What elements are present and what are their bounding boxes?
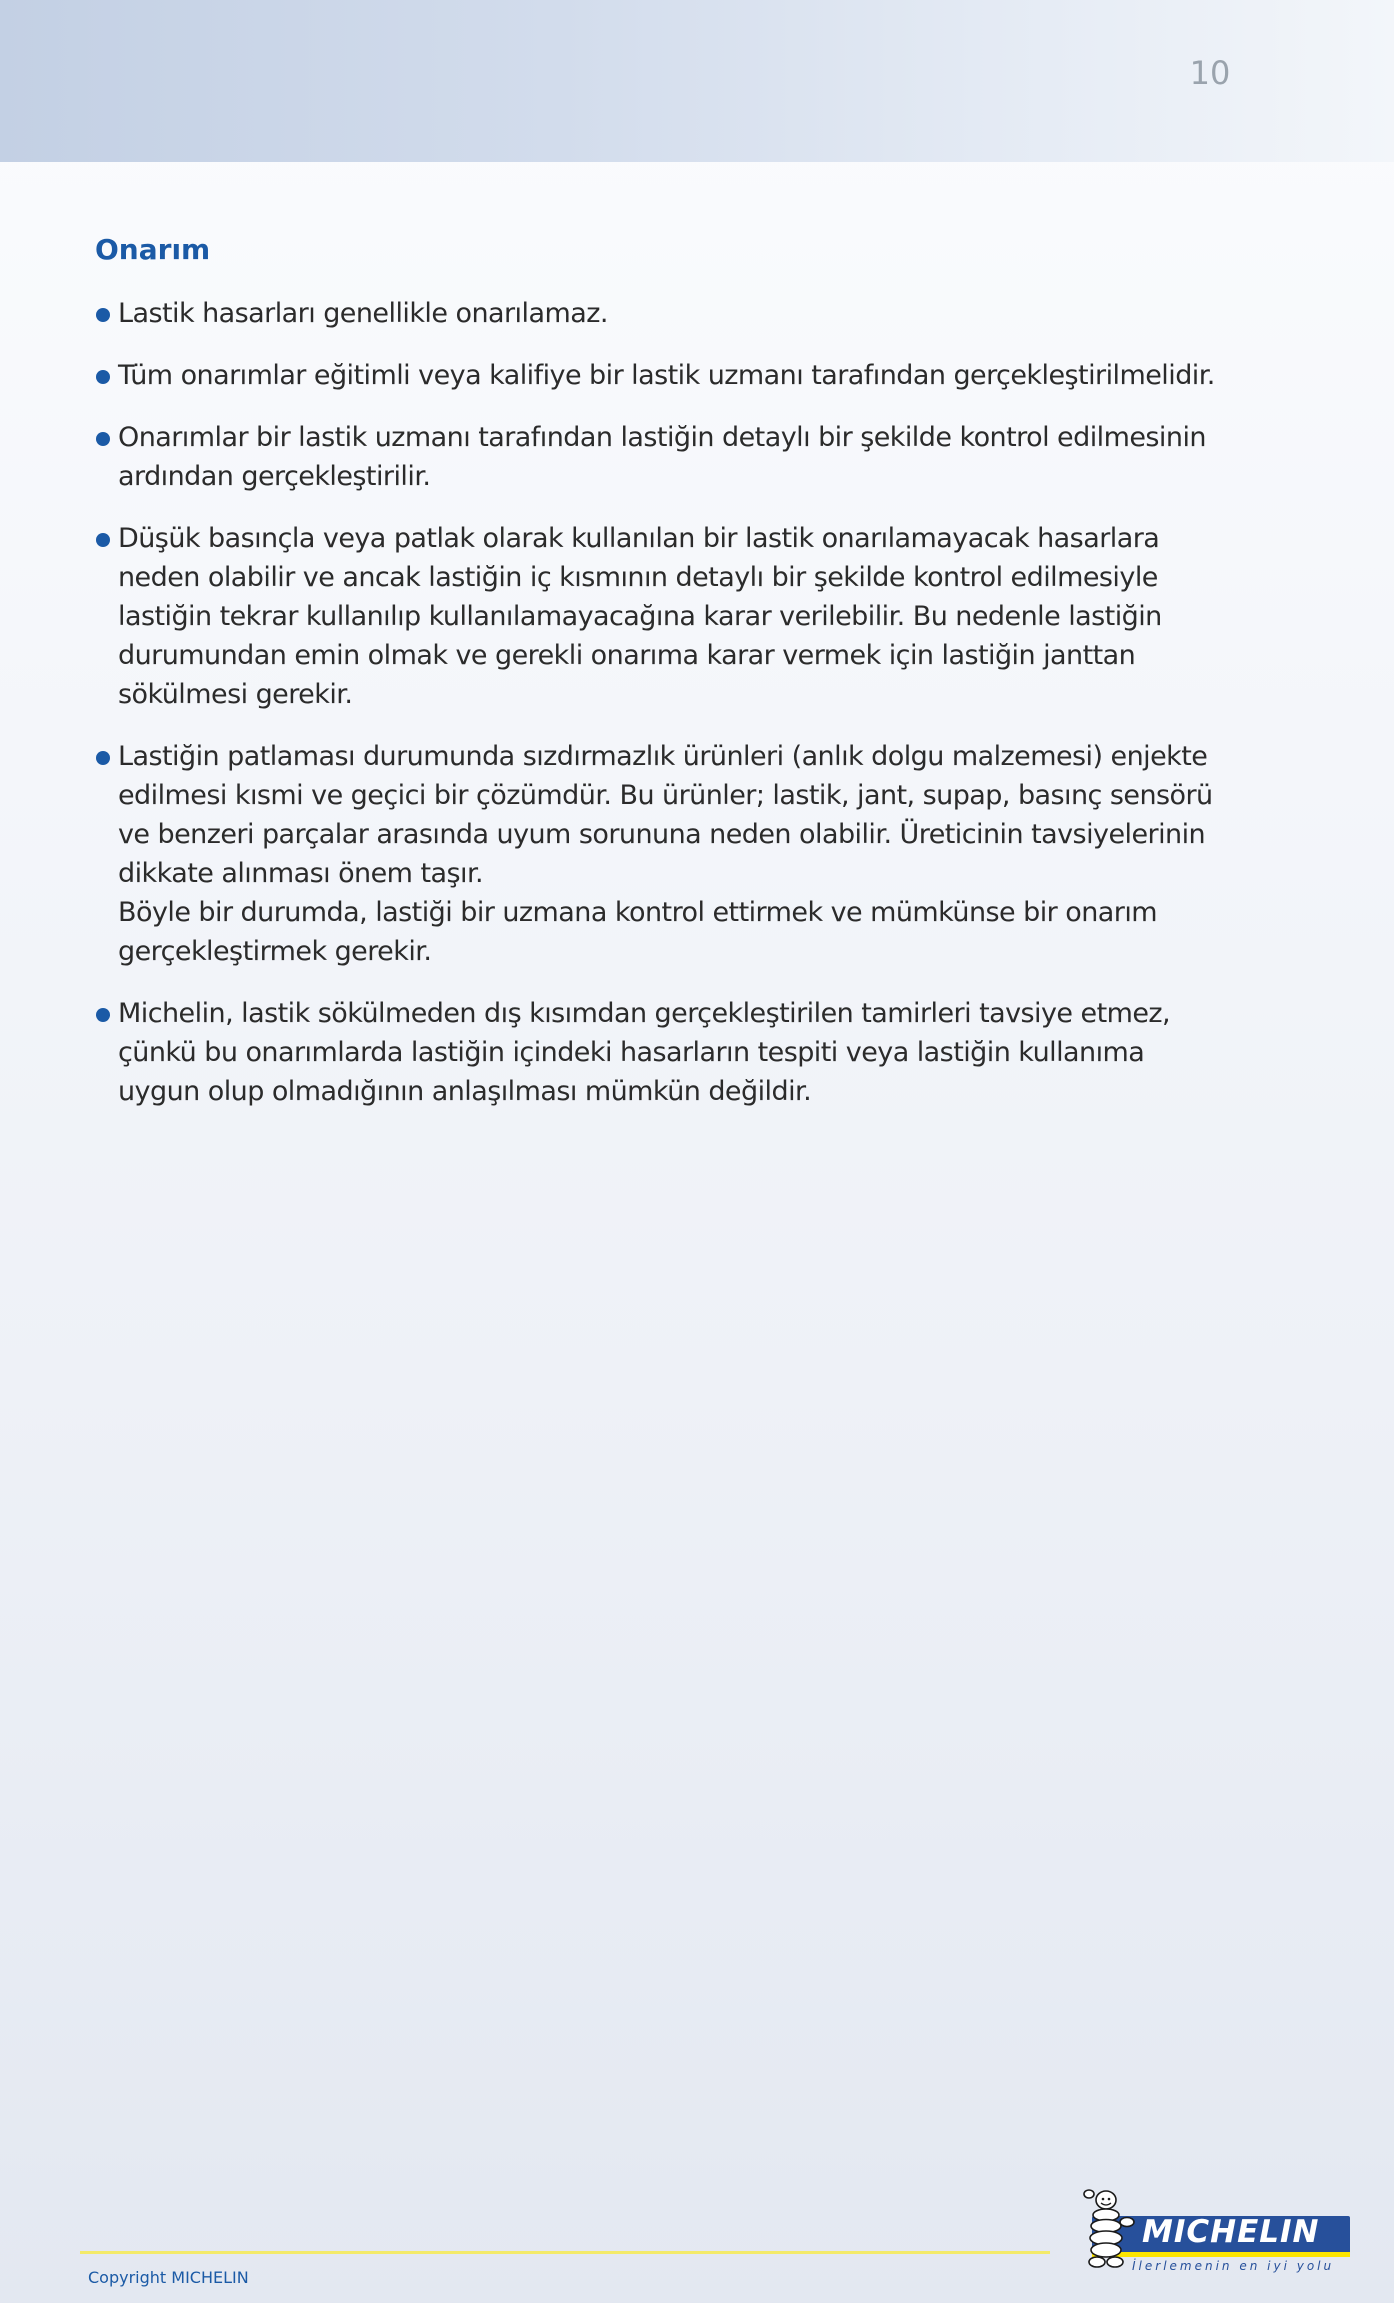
bullet-line: çünkü bu onarımlarda lastiğin içindeki hasarların tespiti veya lastiğin kullanıma (118, 1037, 1145, 1068)
bullet-item-3 (95, 418, 1295, 496)
bullet-item-6 (95, 994, 1295, 1111)
bullet-dot-icon (96, 751, 110, 765)
bullet-dot-icon (96, 432, 110, 446)
bullet-line: Tüm onarımlar eğitimli veya kalifiye bir lastik uzmanı tarafından gerçekleştirilmelidir. (118, 360, 1215, 391)
bullet-dot-icon (96, 533, 110, 547)
bullet-line: Düşük basınçla veya patlak olarak kullanılan bir lastik onarılamayacak hasarlara (118, 523, 1160, 554)
bullet-dot-icon (96, 308, 110, 322)
bullet-item-5 (95, 737, 1295, 971)
bullet-line: dikkate alınması önem taşır. (118, 858, 484, 889)
bullet-item-2 (95, 356, 1295, 395)
header-band (0, 0, 1394, 162)
bullet-line: Lastiğin patlaması durumunda sızdırmazlık ürünleri (anlık dolgu malzemesi) enjekte (118, 741, 1208, 772)
bullet-line: durumundan emin olmak ve gerekli onarıma karar vermek için lastiğin janttan (118, 640, 1136, 671)
bullet-line: Lastik hasarları genellikle onarılamaz. (118, 298, 608, 329)
bullet-line: gerçekleştirmek gerekir. (118, 936, 432, 967)
bullet-item-4 (95, 519, 1295, 714)
bullet-line: sökülmesi gerekir. (118, 679, 353, 710)
bullet-item-1 (95, 294, 1295, 333)
page-number: 10 (1189, 54, 1231, 92)
bullet-line: lastiğin tekrar kullanılıp kullanılamayacağına karar verilebilir. Bu nedenle lastiğin (118, 601, 1162, 632)
bullet-line: uygun olup olmadığının anlaşılması mümkün değildir. (118, 1076, 812, 1107)
bullet-dot-icon (96, 1008, 110, 1022)
bullet-dot-icon (96, 370, 110, 384)
bullet-line: neden olabilir ve ancak lastiğin iç kısmının detaylı bir şekilde kontrol edilmesiyle (118, 562, 1158, 593)
michelin-bibendum-icon (1082, 2186, 1142, 2270)
bullet-line: ve benzeri parçalar arasında uyum sorununa neden olabilir. Üreticinin tavsiyelerinin (118, 819, 1206, 850)
bullet-line: edilmesi kısmi ve geçici bir çözümdür. Bu ürünler; lastik, jant, supap, basınç sensörü (118, 780, 1213, 811)
logo-wordmark: MICHELIN (1142, 2214, 1320, 2250)
main-content (95, 228, 1295, 1134)
copyright-text: Copyright MICHELIN (88, 2268, 249, 2287)
footer-divider (80, 2251, 1050, 2254)
bullet-line: Böyle bir durumda, lastiği bir uzmana kontrol ettirmek ve mümkünse bir onarım (118, 897, 1158, 928)
bullet-line: Onarımlar bir lastik uzmanı tarafından lastiğin detaylı bir şekilde kontrol edilmesinin (118, 422, 1206, 453)
bullet-line: ardından gerçekleştirilir. (118, 461, 431, 492)
logo-tagline: İlerlemenin en iyi yolu (1132, 2259, 1335, 2273)
bullet-line: Michelin, lastik sökülmeden dış kısımdan gerçekleştirilen tamirleri tavsiye etmez, (118, 998, 1171, 1029)
bullet-list (95, 294, 1295, 1111)
michelin-logo (1082, 2186, 1352, 2276)
section-title: Onarım (95, 233, 211, 266)
